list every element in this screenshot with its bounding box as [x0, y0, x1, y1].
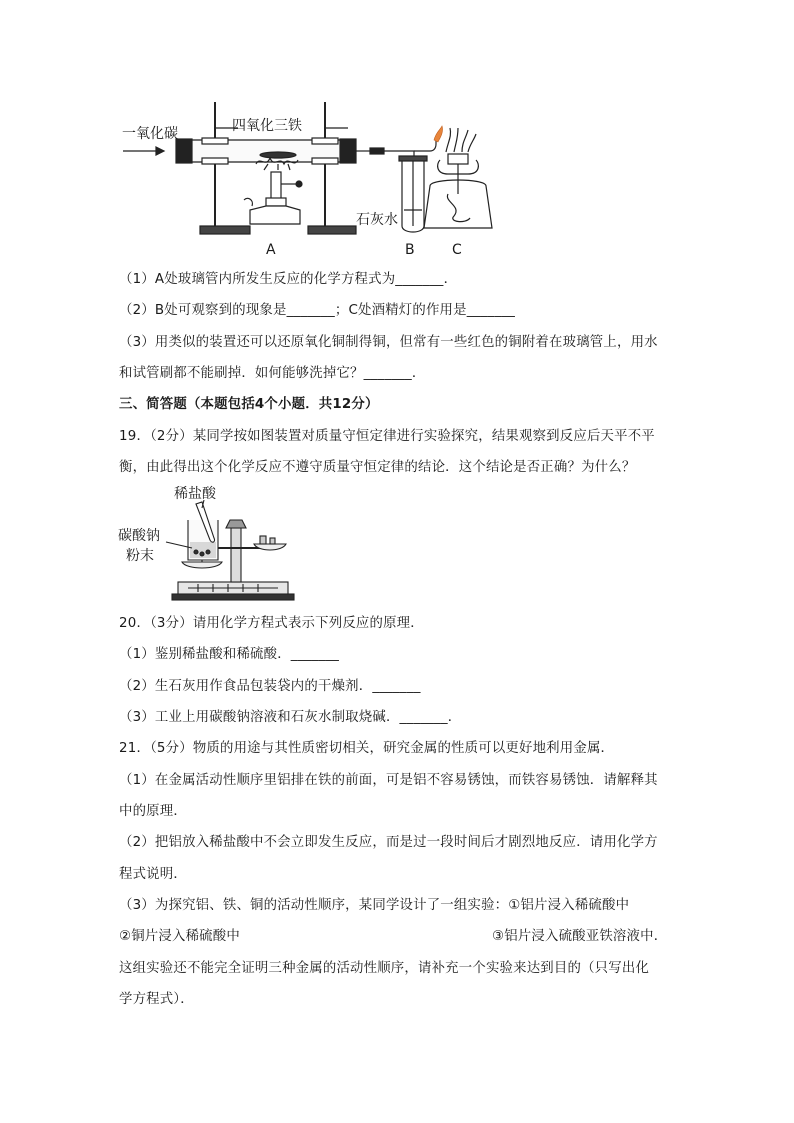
label-c: C: [452, 242, 462, 258]
q19-line1: 19．（2分）某同学按如图装置对质量守恒定律进行实验探究，结果观察到反应后天平不平: [119, 429, 655, 444]
label-a: A: [266, 242, 276, 258]
q21-part2-line1: （2）把铝放入稀盐酸中不会立即发生反应，而是过一段时间后才剧烈地反应．请用化学方: [119, 835, 658, 850]
q21-part3-line4: 学方程式）．: [119, 992, 194, 1007]
na2co3-label-2: 粉末: [126, 548, 154, 564]
q20-part2: （2）生石灰用作食品包装袋内的干燥剂．_______: [119, 679, 421, 694]
section3-title: 三、简答题（本题包括4个小题．共12分）: [119, 397, 379, 412]
q21-part3-line2-left: ②铜片浸入稀硫酸中: [119, 929, 240, 944]
q18-part1: （1）A处玻璃管内所发生反应的化学方程式为_______．: [119, 272, 458, 287]
q20-part3: （3）工业上用碳酸钠溶液和石灰水制取烧碱．_______．: [119, 710, 462, 725]
q21-part1-line2: 中的原理．: [119, 804, 187, 819]
q18-part2: （2）B处可观察到的现象是_______；C处酒精灯的作用是_______: [119, 303, 516, 318]
balance-experiment-figure: [118, 484, 298, 604]
fe3o4-label: 四氧化三铁: [232, 118, 302, 134]
na2co3-label-1: 碳酸钠: [118, 528, 160, 544]
q20-part1: （1）鉴别稀盐酸和稀硫酸．_______: [119, 647, 340, 662]
q18-part3-line2: 和试管刷都不能刷掉．如何能够洗掉它？_______．: [119, 366, 426, 381]
q21-part3-line1: （3）为探究铝、铁、铜的活动性顺序，某同学设计了一组实验：①铝片浸入稀硫酸中: [119, 898, 630, 913]
q21-part3-line2: [119, 927, 679, 947]
q19-line2: 衡，由此得出这个化学反应不遵守质量守恒定律的结论．这个结论是否正确？为什么？: [119, 460, 636, 475]
q21-stem: 21．（5分）物质的用途与其性质密切相关，研究金属的性质可以更好地利用金属．: [119, 741, 615, 756]
label-b: B: [405, 242, 415, 258]
q21-part3-line2-right: ③铝片浸入硫酸亚铁溶液中．: [492, 929, 668, 944]
co-label: 一氧化碳: [122, 126, 178, 142]
co-reduction-apparatus-figure: [118, 98, 498, 260]
q21-part3-line3: 这组实验还不能完全证明三种金属的活动性顺序，请补充一个实验来达到目的（只写出化: [119, 961, 650, 976]
q21-part1-line1: （1）在金属活动性顺序里铝排在铁的前面，可是铝不容易锈蚀，而铁容易锈蚀．请解释其: [119, 773, 658, 788]
limewater-label: 石灰水: [356, 212, 398, 228]
q18-part3-line1: （3）用类似的装置还可以还原氧化铜制得铜，但常有一些红色的铜附着在玻璃管上，用水: [119, 335, 658, 350]
q21-part2-line2: 程式说明．: [119, 867, 187, 882]
q20-stem: 20．（3分）请用化学方程式表示下列反应的原理．: [119, 616, 424, 631]
acid-label: 稀盐酸: [174, 486, 216, 502]
